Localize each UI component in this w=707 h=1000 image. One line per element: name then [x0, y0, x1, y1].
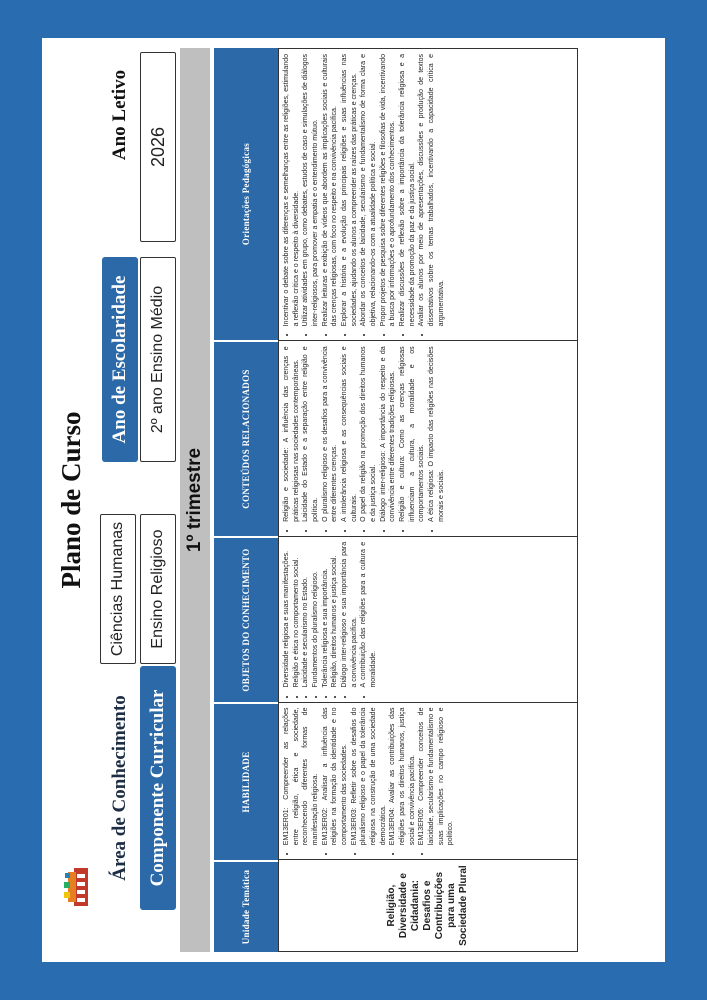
- area-value: Ciências Humanas: [100, 514, 136, 664]
- area-label: Área de Conhecimento: [102, 688, 138, 888]
- list-item: • Utilizar atividades em grupo, como debates, estudos de caso e simulações de diálogos inter-religiosos, para promover a empatia e o entendimento mútuo.: [301, 54, 320, 326]
- header-orientacoes: Orientações Pedagógicas: [214, 48, 278, 340]
- ano-letivo-label: Ano Letivo: [109, 69, 130, 161]
- componente-value: Ensino Religioso: [140, 514, 176, 664]
- trimestre-banner: 1º trimestre: [180, 48, 210, 952]
- orientacoes-cell: [279, 49, 577, 340]
- list-item: • EM13ER02: Analisar a influência das religiões na formação da identidade e no comportamento das sociedades.: [321, 708, 350, 846]
- list-item: • O papel da religião na promoção dos direitos humanos e da justiça social.: [359, 346, 378, 522]
- conteudos-list: [282, 346, 446, 531]
- list-item: • Diversidade religiosa e suas manifestações.: [282, 542, 292, 688]
- list-item: • Religião, direitos humanos e justiça social.: [330, 542, 340, 688]
- unidade-cell: Religião, Diversidade e Cidadania: Desafios e Contribuições para uma Sociedade Plural: [279, 859, 577, 951]
- list-item: • Tolerância religiosa e sua importância.: [321, 542, 331, 688]
- ano-letivo-value: 2026: [140, 52, 176, 242]
- list-item: • Diálogo inter-religioso: A importância do respeito e da convivência entre diferentes tradições religiosas.: [379, 346, 398, 522]
- list-item: • Realizar discussões de reflexão sobre a importância da tolerância religiosa e a necessidade da promoção da paz e da justiça social.: [398, 54, 417, 326]
- conteudos-cell: [279, 340, 577, 536]
- list-item: • A ética religiosa: O impacto das religiões nas decisões morais e sociais.: [427, 346, 446, 522]
- ano-escolaridade-label: Ano de Escolaridade: [102, 257, 138, 462]
- header-unidade: Unidade Temática: [214, 860, 278, 952]
- list-item: • Realizar leituras e exibição de vídeos que abordem as implicações sociais e culturais das crenças religiosas, com foco no respeito e na convivência pacífica.: [321, 54, 340, 326]
- list-item: • EM13ER05: Compreender conceitos de laicidade, secularismo e fundamentalismo e suas implicações no campo religioso e político.: [417, 708, 456, 846]
- list-item: • Propor projetos de pesquisa sobre diferentes religiões e filosofias de vida, incentivando a busca por informações e o aprofundamento dos conhecimentos.: [379, 54, 398, 326]
- habilidades-cell: [279, 702, 577, 860]
- list-item: • A intolerância religiosa e as consequências sociais e culturais.: [340, 346, 359, 522]
- list-item: • O pluralismo religioso e os desafios para a convivência entre diferentes crenças.: [321, 346, 340, 522]
- habilidades-list: [282, 708, 456, 855]
- list-item: • Abordar os conceitos de laicidade, secularismo e fundamentalismo de forma clara e objetiva, relacionando-os com a atualidade política e social.: [359, 54, 378, 326]
- rotated-content: [42, 38, 665, 962]
- list-item: • Explorar a história e a evolução das principais religiões e suas influências nas sociedades, ajudando os alunos a compreender as raízes das práticas e crenças.: [340, 54, 359, 326]
- header-habilidade: HABILIDADE: [214, 702, 278, 860]
- document-page: [42, 38, 665, 962]
- list-item: • EM13ER03: Refletir sobre os desafios do pluralismo religioso e o papel da tolerância religiosa na construção de uma sociedade democrática.: [350, 708, 389, 846]
- header-conteudos: CONTEÚDOS RELACIONADOS: [214, 340, 278, 536]
- plan-table: [214, 48, 578, 952]
- header-objetos: OBJETOS DO CONHECIMENTO: [214, 536, 278, 702]
- componente-label: Componente Curricular: [140, 666, 176, 910]
- list-item: • Religião e ética no comportamento social.: [292, 542, 302, 688]
- list-item: • Fundamentos do pluralismo religioso.: [311, 542, 321, 688]
- list-item: • A contribuição das religiões para a cultura e moralidade.: [359, 542, 378, 688]
- list-item: • Laicidade e secularismo no Estado.: [301, 542, 311, 688]
- list-item: • Religião e cultura: Como as crenças religiosas influenciam a cultura, a moralidade e os comportamentos sociais.: [398, 346, 427, 522]
- list-item: • Diálogo inter-religioso e sua importância para a convivência pacífica.: [340, 542, 359, 688]
- list-item: • EM13ER01: Compreender as relações entre religião, ética e sociedade, reconhecendo diferentes formas de manifestação religiosa.: [282, 708, 321, 846]
- list-item: • Avaliar os alunos por meio de apresentações, discussões e produção de textos dissertativos sobre os temas trabalhados, incentivando a capacidade crítica e argumentativa.: [417, 54, 446, 326]
- table-header-row: [214, 48, 278, 952]
- list-item: • EM13ER04: Avaliar as contribuições das religiões para os direitos humanos, justiça social e convivência pacífica.: [388, 708, 417, 846]
- page-title: Plano de Curso: [56, 411, 86, 589]
- orientacoes-list: [282, 54, 446, 335]
- list-item: • Religião e sociedade: A influência das crenças e práticas religiosas nas sociedades contemporâneas.: [282, 346, 301, 522]
- table-row: [278, 48, 578, 952]
- list-item: • Laicidade do Estado e a separação entre religião e política.: [301, 346, 320, 522]
- objetos-cell: [279, 536, 577, 702]
- list-item: • Incentivar o debate sobre as diferenças e semelhanças entre as religiões, estimulando a reflexão crítica e o respeito à diversidade.: [282, 54, 301, 326]
- ano-escolaridade-value: 2º ano Ensino Médio: [140, 257, 176, 462]
- objetos-list: [282, 542, 379, 697]
